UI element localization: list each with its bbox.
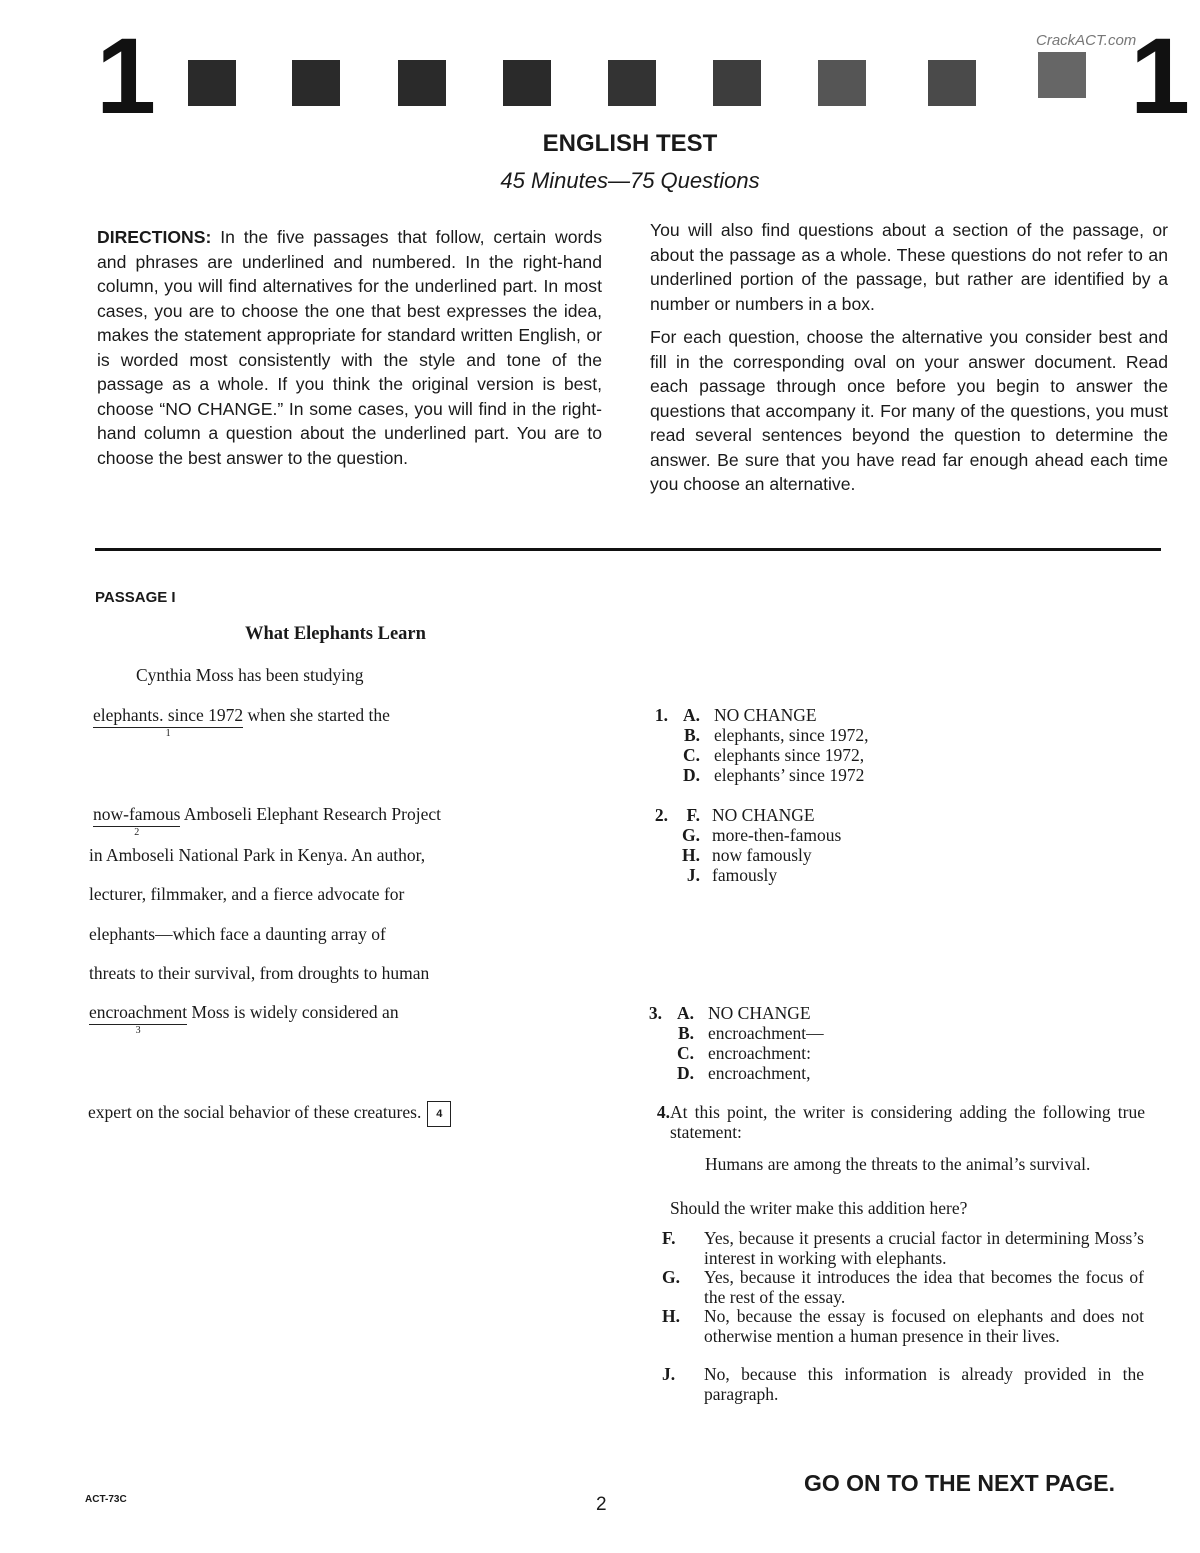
test-title: ENGLISH TEST (542, 130, 718, 157)
section-number-left: 1 (96, 15, 153, 136)
passage-line-2: elephants. since 1972 1 when she started the (93, 705, 390, 739)
go-on-next-page: GO ON TO THE NEXT PAGE. (804, 1470, 1115, 1496)
q4-option-j-text[interactable]: No, because this information is already provided in the paragraph. (704, 1364, 1144, 1404)
q3-option-b-text[interactable]: encroachment— (708, 1023, 824, 1043)
q2-option-h-text[interactable]: now famously (712, 845, 812, 865)
q1-option-b-text[interactable]: elephants, since 1972, (714, 725, 869, 745)
q4-option-g-text[interactable]: Yes, because it introduces the idea that becomes the focus of the rest of the essay. (704, 1267, 1144, 1307)
q4-option-h-text[interactable]: No, because the essay is focused on elephants and does not otherwise mention a human presence in their lives. (704, 1306, 1144, 1346)
question-1 (634, 705, 934, 789)
header-block-7 (818, 60, 866, 106)
q4-option-f-letter[interactable]: F. (662, 1228, 676, 1248)
form-code: ACT-73C (85, 1494, 127, 1505)
passage-line-5: lecturer, filmmaker, and a fierce advocate for (89, 884, 405, 904)
q2-option-h-letter[interactable]: H. (682, 845, 700, 865)
question-4 (640, 1103, 1145, 1413)
q4-option-h-letter[interactable]: H. (662, 1306, 680, 1326)
passage-line-8: encroachment 3 Moss is widely considered an (89, 1002, 399, 1036)
q1-option-c-text[interactable]: elephants since 1972, (714, 745, 865, 765)
section-divider (95, 548, 1161, 551)
q3-option-c-letter[interactable]: C. (676, 1043, 694, 1063)
header-block-1 (188, 60, 236, 106)
underline-number-1: 1 (165, 728, 171, 739)
q4-option-f-text[interactable]: Yes, because it presents a crucial factor in determining Moss’s interest in working with elephants. (704, 1228, 1144, 1268)
q3-option-a-letter[interactable]: A. (676, 1003, 694, 1023)
page-number: 2 (596, 1494, 607, 1515)
q2-option-j-letter[interactable]: J. (686, 865, 700, 885)
q3-option-b-letter[interactable]: B. (677, 1023, 694, 1043)
passage-line-7: threats to their survival, from droughts to human (89, 963, 430, 983)
underline-1[interactable]: elephants. since 1972 1 (93, 705, 244, 739)
q4-option-j-letter[interactable]: J. (662, 1364, 676, 1384)
q1-option-c-letter[interactable]: C. (682, 745, 700, 765)
header-block-2 (292, 60, 340, 106)
q3-option-d-letter[interactable]: D. (676, 1063, 694, 1083)
passage-line-6: elephants—which face a daunting array of (89, 924, 386, 944)
question-4-number: 4. (656, 1102, 670, 1122)
question-2 (634, 805, 934, 889)
question-3-number: 3. (648, 1003, 662, 1023)
question-4-prompt: Should the writer make this addition here? (670, 1198, 968, 1218)
passage-line-1: Cynthia Moss has been studying (136, 665, 364, 685)
underline-number-2: 2 (134, 827, 140, 838)
question-2-number: 2. (654, 805, 668, 825)
underline-3[interactable]: encroachment 3 (89, 1002, 188, 1036)
directions-right-para1: You will also find questions about a section of the passage, or about the passage as a whole. These questions do not refer to an underlined portion of the passage, but rather are identified by a number or numbers in a box. (650, 220, 1168, 314)
q1-option-b-letter[interactable]: B. (683, 725, 700, 745)
watermark-text: CrackACT.com (1036, 32, 1137, 49)
q4-option-g-letter[interactable]: G. (662, 1267, 680, 1287)
q3-option-c-text[interactable]: encroachment: (708, 1043, 812, 1063)
question-box-4[interactable]: 4 (427, 1101, 451, 1127)
directions-left-text: In the five passages that follow, certain words and phrases are underlined and numbered. In the right-hand column, you will find alternatives for the underlined part. In most cases, you are to choose the one that best expresses the idea, makes the statement appropriate for standard written English, or is worded most consistently with the style and tone of the passage as a whole. If you think the original version is best, choose “NO CHANGE.” In some cases, you will find in the right-hand column a question about the underlined part. You are to choose the best answer to the question. (97, 227, 602, 468)
q2-option-f-text[interactable]: NO CHANGE (712, 805, 815, 825)
directions-right-para2: For each question, choose the alternative you consider best and fill in the corresponding oval on your answer document. Read each passage through once before you begin to answer the questions that accompany it. For many of the questions, you must read several sentences beyond the question to determine the answer. Be sure that you have read far enough ahead each time you choose an alternative. (650, 327, 1168, 494)
q2-option-g-text[interactable]: more-then-famous (712, 825, 842, 845)
question-4-stem: At this point, the writer is considering adding the following true statement: (670, 1102, 1145, 1142)
passage-title: What Elephants Learn (245, 624, 426, 644)
question-3 (628, 1003, 928, 1087)
passage-line-4: in Amboseli National Park in Kenya. An author, (89, 845, 426, 865)
test-subtitle: 45 Minutes—75 Questions (500, 168, 760, 193)
q2-option-g-letter[interactable]: G. (682, 825, 700, 845)
header-block-9 (1038, 52, 1086, 98)
q1-option-a-letter[interactable]: A. (682, 705, 700, 725)
header-block-3 (398, 60, 446, 106)
header-block-8 (928, 60, 976, 106)
q2-option-j-text[interactable]: famously (712, 865, 778, 885)
q1-option-d-letter[interactable]: D. (682, 765, 700, 785)
header-block-5 (608, 60, 656, 106)
directions-right (650, 218, 1168, 497)
underline-number-3: 3 (135, 1025, 141, 1036)
header-block-4 (503, 60, 551, 106)
question-4-quote: Humans are among the threats to the animal’s survival. (705, 1154, 1091, 1174)
q3-option-a-text[interactable]: NO CHANGE (708, 1003, 811, 1023)
directions-left (97, 225, 602, 470)
question-1-number: 1. (654, 705, 668, 725)
passage-label: PASSAGE I (95, 589, 176, 606)
passage-line-9: expert on the social behavior of these creatures. 4 (88, 1101, 451, 1127)
q2-option-f-letter[interactable]: F. (686, 805, 700, 825)
section-number-right: 1 (1130, 15, 1187, 136)
q3-option-d-text[interactable]: encroachment, (708, 1063, 811, 1083)
q1-option-a-text[interactable]: NO CHANGE (714, 705, 817, 725)
q1-option-d-text[interactable]: elephants’ since 1972 (714, 765, 865, 785)
passage-line-3: now-famous 2 Amboseli Elephant Research Project (93, 804, 441, 838)
header-block-6 (713, 60, 761, 106)
directions-label: DIRECTIONS: (97, 227, 212, 247)
underline-2[interactable]: now-famous 2 (93, 804, 181, 838)
